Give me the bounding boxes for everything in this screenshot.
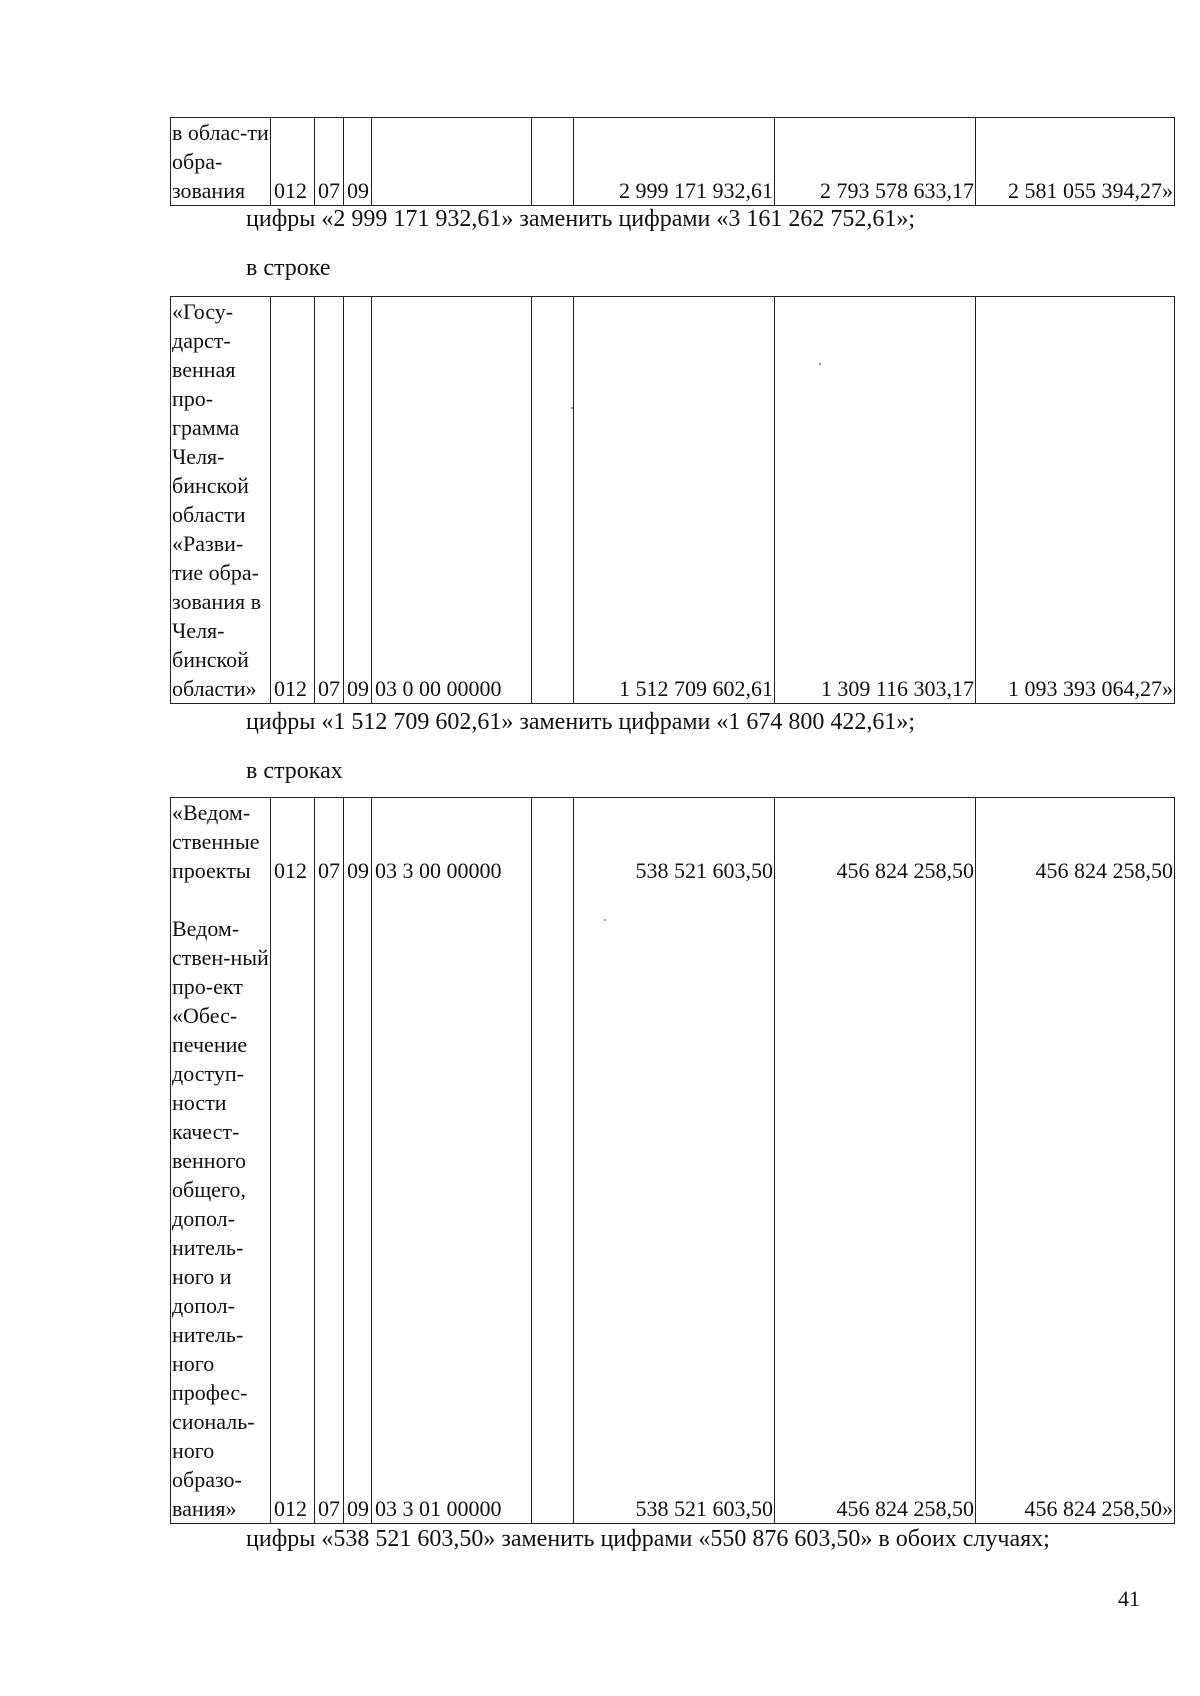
pr-code: 09 xyxy=(344,798,372,886)
vr-code xyxy=(532,297,574,704)
vr-code xyxy=(532,118,574,206)
rz-code: 07 xyxy=(315,798,344,886)
vr-code xyxy=(532,885,574,1523)
instruction-2: цифры «1 512 709 602,61» заменить цифрами «1 674 800 422,61»; xyxy=(246,709,916,735)
table-row xyxy=(171,885,1175,1523)
row-name: «Госу-дарст-венная про-грамма Челя-бинской области «Разви-тие обра-зования в Челя-бинской области» xyxy=(171,297,271,704)
amount-year-2: 456 824 258,50 xyxy=(775,798,976,886)
gp-code: 012 xyxy=(271,297,315,704)
table-row xyxy=(171,297,1175,704)
amount-year-1: 538 521 603,50 xyxy=(574,798,775,886)
gp-code: 012 xyxy=(271,885,315,1523)
rz-code: 07 xyxy=(315,885,344,1523)
table-row xyxy=(171,118,1175,206)
row-name: «Ведом-ственные проекты xyxy=(171,798,271,886)
pr-code: 09 xyxy=(344,118,372,206)
amount-year-3: 456 824 258,50 xyxy=(976,798,1175,886)
pr-code: 09 xyxy=(344,297,372,704)
page-number: 41 xyxy=(1118,1586,1140,1611)
table-row xyxy=(171,798,1175,886)
rz-code: 07 xyxy=(315,297,344,704)
amount-year-3: 456 824 258,50» xyxy=(976,885,1175,1523)
budget-table-2 xyxy=(170,296,1175,704)
amount-year-2: 2 793 578 633,17 xyxy=(775,118,976,206)
lead-text-2: в строке xyxy=(246,255,331,281)
csr-code: 03 3 01 00000 xyxy=(372,885,532,1523)
csr-code xyxy=(372,118,532,206)
csr-code: 03 3 00 00000 xyxy=(372,798,532,886)
instruction-3: цифры «538 521 603,50» заменить цифрами «550 876 603,50» в обоих случаях; xyxy=(246,1526,1050,1552)
vr-code xyxy=(532,798,574,886)
amount-year-2: 456 824 258,50 xyxy=(775,885,976,1523)
amount-year-1: 1 512 709 602,61 xyxy=(574,297,775,704)
budget-table-1 xyxy=(170,117,1175,206)
amount-year-2: 1 309 116 303,17 xyxy=(775,297,976,704)
row-name: в облас-ти обра-зования xyxy=(171,118,271,206)
scan-speck xyxy=(819,363,821,365)
pr-code: 09 xyxy=(344,885,372,1523)
rz-code: 07 xyxy=(315,118,344,206)
row-name: Ведом-ствен-ный про-ект «Обес-печение доступ-ности качест-венного общего, допол-нитель-ного и допол-нитель-ного профес-сиональ-ного образо-вания» xyxy=(171,885,271,1523)
instruction-1: цифры «2 999 171 932,61» заменить цифрами «3 161 262 752,61»; xyxy=(246,206,916,232)
gp-code: 012 xyxy=(271,798,315,886)
budget-table-3 xyxy=(170,797,1175,1524)
amount-year-3: 2 581 055 394,27» xyxy=(976,118,1175,206)
gp-code: 012 xyxy=(271,118,315,206)
scan-speck xyxy=(571,407,573,409)
csr-code: 03 0 00 00000 xyxy=(372,297,532,704)
amount-year-1: 2 999 171 932,61 xyxy=(574,118,775,206)
amount-year-1: 538 521 603,50 xyxy=(574,885,775,1523)
lead-text-3: в строках xyxy=(246,758,343,784)
scan-speck xyxy=(604,919,606,921)
amount-year-3: 1 093 393 064,27» xyxy=(976,297,1175,704)
